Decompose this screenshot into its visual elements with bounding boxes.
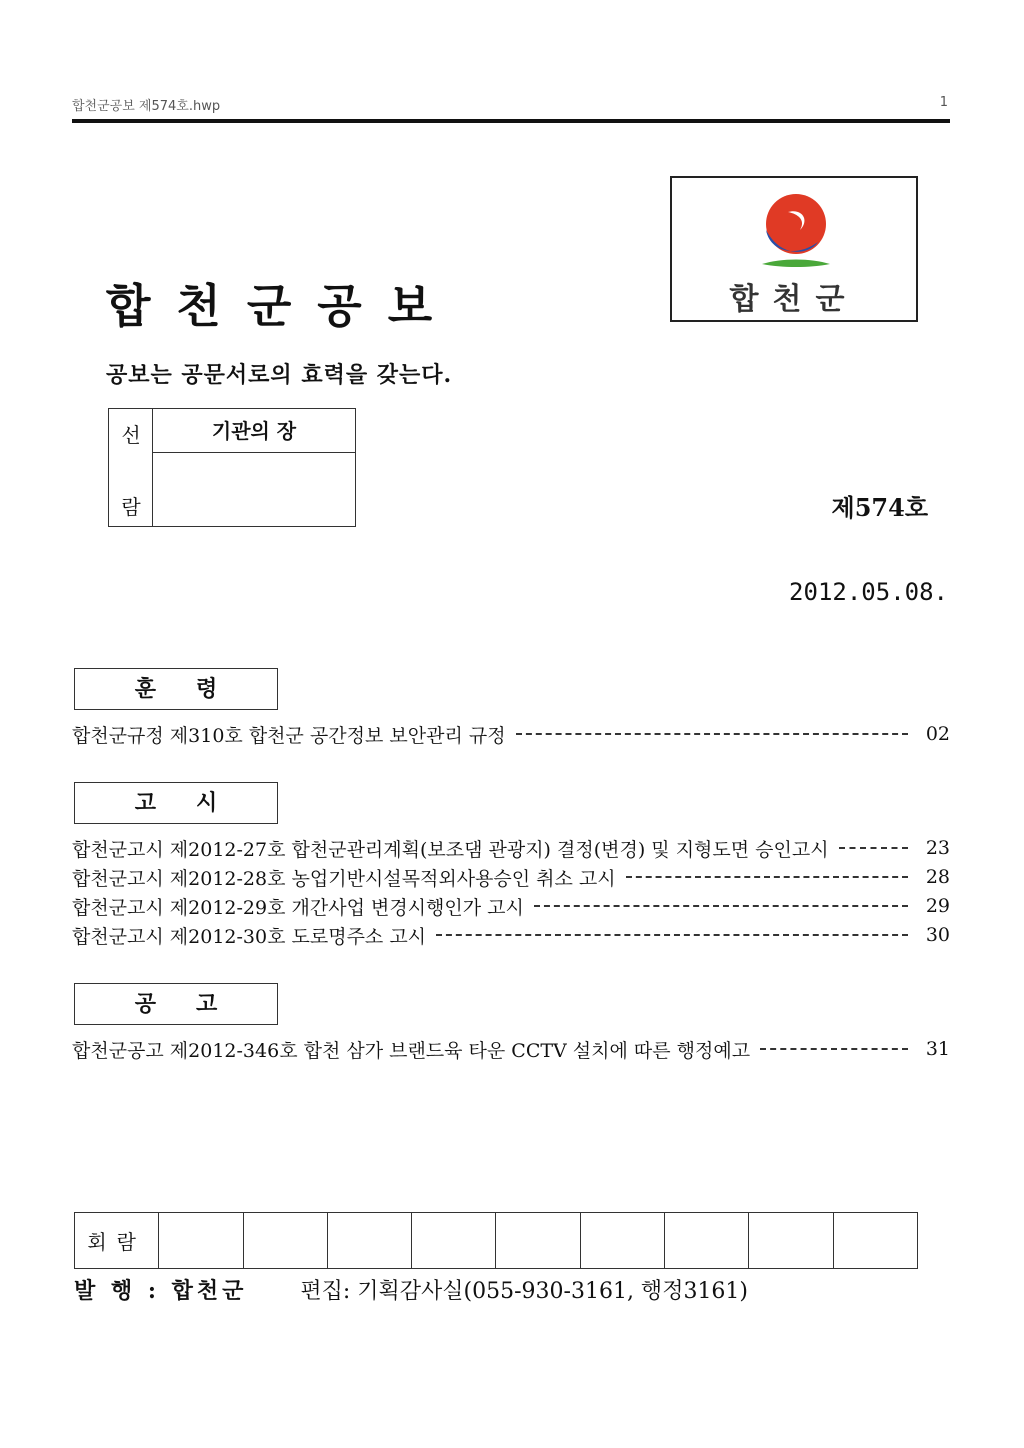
toc-entry-page: 30: [925, 924, 950, 946]
circulation-signature-cell: [664, 1213, 748, 1268]
toc-entry-text: 합천군고시 제2012-30호 도로명주소 고시: [72, 925, 427, 948]
approval-box: [108, 408, 356, 527]
toc-leader: [760, 1048, 908, 1050]
approval-label-column: [109, 409, 153, 526]
toc-entry[interactable]: [72, 834, 950, 862]
toc-entry-text: 합천군고시 제2012-28호 농업기반시설목적외사용승인 취소 고시: [72, 867, 616, 890]
toc-entry[interactable]: [72, 863, 950, 891]
toc-entry-page: 23: [925, 837, 950, 859]
header-rule: [72, 119, 950, 123]
issue-date: 2012.05.08.: [789, 578, 948, 606]
approval-header: 기관의 장: [153, 409, 355, 453]
logo-text: 합천군: [729, 282, 859, 317]
section-title-notice: 고시: [74, 782, 278, 824]
toc-entry-page: 29: [925, 895, 950, 917]
circulation-signature-cell: [327, 1213, 411, 1268]
approval-label-top: 선: [121, 423, 141, 447]
publication-footer: [74, 1274, 748, 1305]
toc-leader: [534, 905, 908, 907]
circulation-signature-cell: [833, 1213, 917, 1268]
toc-entry-page: 28: [925, 866, 950, 888]
circulation-signature-cell: [580, 1213, 664, 1268]
section-title-announcement: 공고: [74, 983, 278, 1025]
page-subtitle: 공보는 공문서로의 효력을 갖는다.: [106, 362, 453, 388]
toc-leader: [516, 733, 908, 735]
toc-entry-text: 합천군규정 제310호 합천군 공간정보 보안관리 규정: [72, 724, 506, 747]
header-page-number: 1: [939, 95, 948, 110]
toc-entry[interactable]: [72, 892, 950, 920]
circulation-signature-cell: [158, 1213, 242, 1268]
toc-leader: [626, 876, 908, 878]
toc-entry-text: 합천군고시 제2012-29호 개간사업 변경시행인가 고시: [72, 896, 524, 919]
circulation-signature-cell: [495, 1213, 579, 1268]
header-filename: 합천군공보 제574호.hwp: [72, 99, 221, 114]
county-emblem-icon: [752, 190, 840, 274]
editor-contact: 편집: 기획감사실(055-930-3161, 행정3161): [300, 1279, 749, 1304]
toc-entry-text: 합천군고시 제2012-27호 합천군관리계획(보조댐 관광지) 결정(변경) 및 지형도면 승인고시: [72, 838, 829, 861]
toc-entry-page: 31: [925, 1038, 950, 1060]
county-logo: [670, 176, 918, 322]
toc-entry[interactable]: [72, 720, 950, 748]
circulation-signature-cell: [748, 1213, 832, 1268]
toc-entry-page: 02: [925, 723, 950, 745]
section-title-directive: 훈령: [74, 668, 278, 710]
toc-entry[interactable]: [72, 921, 950, 949]
circulation-table: [74, 1212, 918, 1269]
page-title: 합천군공보: [106, 279, 459, 333]
circulation-signature-cell: [411, 1213, 495, 1268]
toc-leader: [436, 934, 908, 936]
toc-leader: [839, 847, 908, 849]
circulation-signature-cell: [243, 1213, 327, 1268]
toc-entry[interactable]: [72, 1035, 950, 1063]
publisher: 발 행 : 합천군: [74, 1278, 248, 1304]
issue-number: 제574호: [831, 493, 928, 522]
circulation-label: 회람: [87, 1230, 146, 1254]
approval-label-bottom: 람: [121, 495, 141, 519]
toc-entry-text: 합천군공고 제2012-346호 합천 삼가 브랜드육 타운 CCTV 설치에 따른 행정예고: [72, 1039, 751, 1062]
